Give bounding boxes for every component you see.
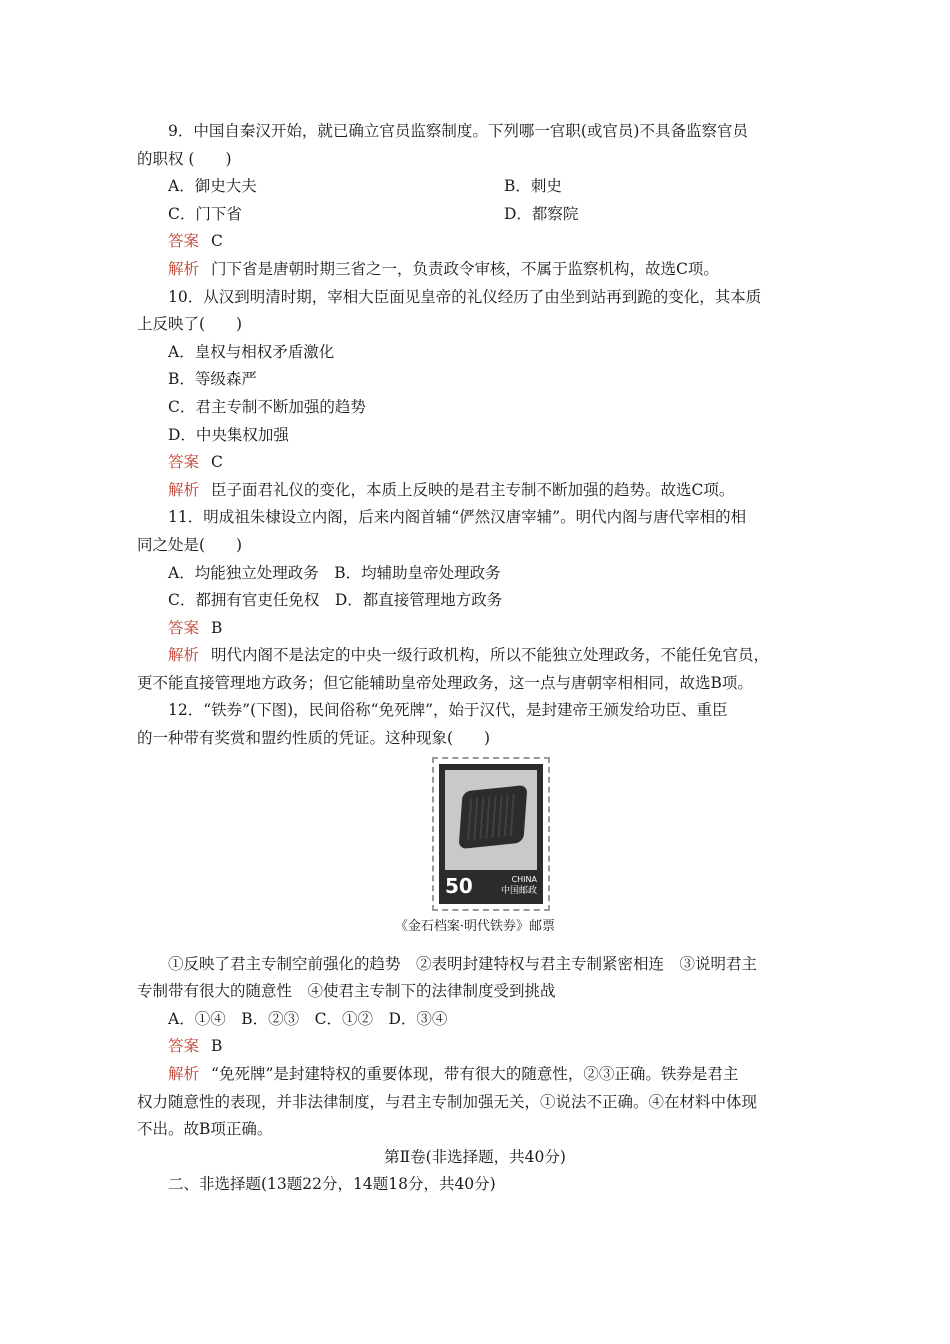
stamp-figure bbox=[137, 753, 813, 951]
q12-stem-line1: 12．“铁券”(下图)，民间俗称“免死牌”，始于汉代，是封建帝王颁发给功臣、重臣 bbox=[168, 701, 728, 720]
q9-option-c: C．门下省 bbox=[168, 204, 242, 223]
q9-option-a: A．御史大夫 bbox=[168, 177, 257, 196]
q12-items-line2: 专制带有很大的随意性 ④使君主专制下的法律制度受到挑战 bbox=[137, 982, 556, 1001]
q11-analysis-line2: 更不能直接管理地方政务；但它能辅助皇帝处理政务，这一点与唐朝宰相相同，故选B项。 bbox=[137, 673, 753, 692]
answer-label: 答案 bbox=[168, 232, 200, 251]
section-heading: 二、非选择题(13题22分，14题18分，共40分) bbox=[168, 1175, 496, 1194]
q12-items-line1: ①反映了君主专制空前强化的趋势 ②表明封建特权与君主专制紧密相连 ③说明君主 bbox=[168, 954, 758, 973]
q10-option-a: A．皇权与相权矛盾激化 bbox=[168, 342, 335, 361]
q11-answer-value: B bbox=[211, 618, 223, 637]
q9-options-row2 bbox=[137, 201, 813, 229]
answer-label: 答案 bbox=[168, 618, 200, 637]
q11-options-cd: C．都拥有官吏任免权 D．都直接管理地方政务 bbox=[168, 591, 503, 610]
q10-option-c: C．君主专制不断加强的趋势 bbox=[168, 397, 366, 416]
q12-answer-value: B bbox=[211, 1037, 223, 1056]
answer-label: 答案 bbox=[168, 1037, 200, 1056]
q9-analysis-text: 门下省是唐朝时期三省之一，负责政令审核，不属于监察机构，故选C项。 bbox=[211, 259, 719, 278]
stamp-image bbox=[432, 757, 550, 911]
q9-stem-line1: 9．中国自秦汉开始，就已确立官员监察制度。下列哪一官职(或官员)不具备监察官员 bbox=[168, 122, 748, 140]
q9-answer bbox=[137, 228, 813, 256]
q10-analysis-text: 臣子面君礼仪的变化，本质上反映的是君主专制不断加强的趋势。故选C项。 bbox=[211, 480, 735, 499]
q10-stem-line1: 10．从汉到明清时期，宰相大臣面见皇帝的礼仪经历了由坐到站再到跪的变化，其本质 bbox=[168, 287, 762, 306]
analysis-label: 解析 bbox=[168, 259, 200, 278]
analysis-label: 解析 bbox=[168, 646, 200, 665]
q11-analysis-text1: 明代内阁不是法定的中央一级行政机构，所以不能独立处理政务，不能任免官员， bbox=[211, 646, 770, 665]
document-page bbox=[137, 118, 813, 1199]
analysis-label: 解析 bbox=[168, 1065, 200, 1084]
q12-analysis-line3: 不出。故B项正确。 bbox=[137, 1120, 273, 1139]
q10-analysis bbox=[137, 477, 813, 505]
q10-option-b: B．等级森严 bbox=[168, 370, 257, 389]
section-title: 第Ⅱ卷(非选择题，共40分) bbox=[384, 1147, 566, 1166]
q12-answer bbox=[137, 1033, 813, 1061]
q11-stem-line2: 同之处是( ) bbox=[137, 535, 243, 554]
q9-analysis bbox=[137, 256, 813, 284]
stamp-denomination: 50 bbox=[445, 873, 473, 898]
q12-analysis-text1: “免死牌”是封建特权的重要体现，带有很大的随意性，②③正确。铁券是君主 bbox=[211, 1065, 739, 1084]
q12-analysis-line2: 权力随意性的表现，并非法律制度，与君主专制加强无关，①说法不正确。④在材料中体现 bbox=[137, 1092, 758, 1111]
stamp-post: 中国邮政 bbox=[500, 885, 537, 896]
q11-answer bbox=[137, 615, 813, 643]
analysis-label: 解析 bbox=[168, 480, 200, 499]
q12-analysis-line1 bbox=[137, 1061, 813, 1089]
q9-option-b: B．刺史 bbox=[504, 177, 562, 196]
q9-answer-value: C bbox=[211, 232, 223, 251]
iron-tablet-graphic bbox=[459, 784, 528, 848]
q11-stem-line1: 11．明成祖朱棣设立内阁，后来内阁首辅“俨然汉唐宰辅”。明代内阁与唐代宰相的相 bbox=[168, 508, 747, 527]
q9-options-row1 bbox=[137, 173, 813, 201]
q12-stem-line2: 的一种带有奖赏和盟约性质的凭证。这种现象( ) bbox=[137, 729, 491, 748]
q11-options-ab: A．均能独立处理政务 B．均辅助皇帝处理政务 bbox=[168, 563, 501, 582]
q10-option-d: D．中央集权加强 bbox=[168, 425, 289, 444]
q10-stem-line2: 上反映了( ) bbox=[137, 315, 243, 334]
stamp-country: CHINA bbox=[511, 874, 537, 884]
figure-caption: 《金石档案·明代铁券》邮票 bbox=[394, 918, 556, 934]
q10-answer bbox=[137, 449, 813, 477]
answer-label: 答案 bbox=[168, 453, 200, 472]
q12-options: A．①④ B．②③ C．①② D．③④ bbox=[168, 1009, 448, 1028]
q9-stem-line2: 的职权 ( ) bbox=[137, 149, 232, 168]
q10-answer-value: C bbox=[211, 453, 223, 472]
q9-option-d: D．都察院 bbox=[504, 204, 579, 223]
q11-analysis-line1 bbox=[137, 642, 813, 670]
